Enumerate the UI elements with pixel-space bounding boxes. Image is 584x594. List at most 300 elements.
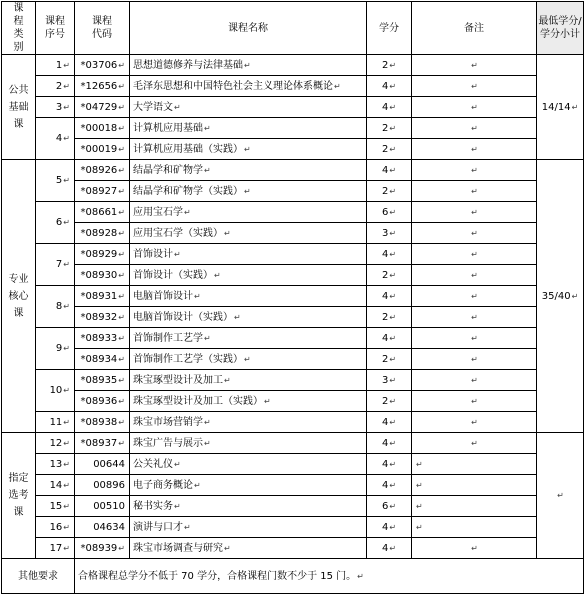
remark-cell [412,517,537,538]
course-name-cell [130,286,367,307]
course-name: 思想道德修养与法律基础 [133,59,243,71]
paragraph-mark-icon: ↵ [174,249,181,259]
course-name: 结晶学和矿物学 [133,164,203,176]
paragraph-mark-icon: ↵ [264,396,271,406]
code-value: *12656 [80,80,118,92]
credit-cell [367,475,412,496]
min-credit-value: 35/40 [541,290,571,302]
table-row [2,286,584,307]
course-name: 计算机应用基础（实践） [133,143,243,155]
paragraph-mark-icon: ↵ [389,501,397,511]
seq-cell [36,55,75,76]
paragraph-mark-icon: ↵ [389,81,397,91]
seq-cell [36,202,75,244]
footer-row [2,559,584,594]
credit-value: 2 [381,395,389,407]
paragraph-mark-icon: ↵ [571,102,579,112]
code-value: *08932 [80,311,118,323]
code-value: *08661 [80,206,118,218]
curriculum-table [1,1,584,594]
credit-cell [367,370,412,391]
course-name: 珠宝琢型设计及加工（实践） [133,395,263,407]
course-name-cell [130,76,367,97]
course-name-cell [130,538,367,559]
header-remark: 备注 [412,2,537,55]
course-name-cell [130,55,367,76]
paragraph-mark-icon: ↵ [118,396,125,406]
paragraph-mark-icon: ↵ [63,417,70,427]
code-value: *00019 [80,143,118,155]
seq-cell [36,412,75,433]
paragraph-mark-icon: ↵ [389,543,397,553]
code-cell [75,202,130,223]
paragraph-mark-icon: ↵ [174,102,181,112]
course-name: 珠宝市场营销学 [133,416,203,428]
table-header-row [2,2,584,55]
remark-cell [412,160,537,181]
remark-cell [412,97,537,118]
course-name: 珠宝广告与展示 [133,437,203,449]
code-value: *00018 [80,122,118,134]
course-name: 计算机应用基础 [133,122,203,134]
seq-value: 8 [55,301,63,312]
seq-value: 14 [49,479,63,491]
table-row [2,55,584,76]
course-name-cell [130,328,367,349]
paragraph-mark-icon: ↵ [416,459,423,469]
code-value: *08930 [80,269,118,281]
table-row [2,517,584,538]
code-cell [75,349,130,370]
paragraph-mark-icon: ↵ [389,60,397,70]
code-value: 00896 [93,479,125,491]
paragraph-mark-icon: ↵ [416,480,423,490]
paragraph-mark-icon: ↵ [63,386,70,395]
header-seq: 课程序号 [36,2,75,55]
code-value: *08934 [80,353,118,365]
credit-cell [367,286,412,307]
code-value: 04634 [93,521,125,533]
paragraph-mark-icon: ↵ [118,207,125,217]
paragraph-mark-icon: ↵ [118,291,125,301]
remark-cell [412,496,537,517]
code-value: *08931 [80,290,118,302]
paragraph-mark-icon: ↵ [63,501,70,511]
code-value: *08935 [80,374,118,386]
course-name-cell [130,517,367,538]
credit-cell [367,517,412,538]
seq-cell [36,286,75,328]
course-name: 毛泽东思想和中国特色社会主义理论体系概论 [133,80,333,92]
table-row [2,349,584,370]
paragraph-mark-icon: ↵ [389,417,397,427]
table-row [2,223,584,244]
paragraph-mark-icon: ↵ [63,134,70,143]
paragraph-mark-icon: ↵ [63,302,70,311]
paragraph-mark-icon: ↵ [471,543,478,553]
credit-cell [367,349,412,370]
seq-cell [36,475,75,496]
credit-value: 4 [381,290,389,302]
code-value: *04729 [80,101,118,113]
paragraph-mark-icon: ↵ [118,249,125,259]
paragraph-mark-icon: ↵ [214,270,221,280]
paragraph-mark-icon: ↵ [244,186,251,196]
paragraph-mark-icon: ↵ [194,480,201,490]
code-value: *08933 [80,332,118,344]
credit-cell [367,265,412,286]
code-value: *03706 [80,59,118,71]
paragraph-mark-icon: ↵ [118,186,125,196]
code-value: *08939 [80,542,118,554]
seq-cell [36,433,75,454]
paragraph-mark-icon: ↵ [389,333,397,343]
seq-cell [36,118,75,160]
paragraph-mark-icon: ↵ [118,375,125,385]
paragraph-mark-icon: ↵ [471,165,478,175]
credit-value: 2 [381,143,389,155]
seq-value: 1 [55,59,63,71]
paragraph-mark-icon: ↵ [389,165,397,175]
table-row [2,412,584,433]
paragraph-mark-icon: ↵ [63,102,70,112]
remark-cell [412,433,537,454]
course-name-cell [130,160,367,181]
code-value: 00510 [93,500,125,512]
credit-value: 2 [381,59,389,71]
code-cell [75,370,130,391]
footer-text [75,559,584,594]
credit-cell [367,118,412,139]
header-code: 课程代码 [75,2,130,55]
paragraph-mark-icon: ↵ [118,354,125,364]
course-name-cell [130,412,367,433]
seq-cell [36,517,75,538]
paragraph-mark-icon: ↵ [118,312,125,322]
course-name: 珠宝琢型设计及加工 [133,374,223,386]
course-name-cell [130,454,367,475]
paragraph-mark-icon: ↵ [204,123,211,133]
paragraph-mark-icon: ↵ [334,81,341,91]
code-cell [75,412,130,433]
table-row [2,370,584,391]
credit-value: 6 [381,500,389,512]
seq-cell [36,328,75,370]
course-name-cell [130,223,367,244]
paragraph-mark-icon: ↵ [389,459,397,469]
paragraph-mark-icon: ↵ [63,522,70,532]
seq-cell [36,538,75,559]
credit-cell [367,160,412,181]
credit-cell [367,391,412,412]
credit-value: 4 [381,479,389,491]
course-name-cell [130,181,367,202]
remark-cell [412,328,537,349]
paragraph-mark-icon: ↵ [471,207,478,217]
credit-cell [367,538,412,559]
header-min-credit: 最低学分/学分小计 [537,2,584,55]
remark-cell [412,181,537,202]
credit-value: 2 [381,122,389,134]
footer-text-content: 合格课程总学分不低于 70 学分，合格课程门数不少于 15 门。 [78,570,357,582]
seq-value: 2 [55,80,63,92]
credit-value: 4 [381,101,389,113]
paragraph-mark-icon: ↵ [471,144,478,154]
paragraph-mark-icon: ↵ [204,165,211,175]
remark-cell [412,412,537,433]
paragraph-mark-icon: ↵ [204,333,211,343]
paragraph-mark-icon: ↵ [471,312,478,322]
table-row [2,139,584,160]
credit-value: 2 [381,185,389,197]
credit-value: 4 [381,80,389,92]
course-name-cell [130,349,367,370]
course-name-cell [130,244,367,265]
seq-cell [36,160,75,202]
code-value: 00644 [93,458,125,470]
credit-cell [367,223,412,244]
credit-value: 4 [381,542,389,554]
seq-cell [36,496,75,517]
code-cell [75,76,130,97]
remark-cell [412,244,537,265]
min-credit-cell [537,160,584,433]
seq-cell [36,244,75,286]
paragraph-mark-icon: ↵ [471,102,478,112]
paragraph-mark-icon: ↵ [471,270,478,280]
paragraph-mark-icon: ↵ [389,123,397,133]
paragraph-mark-icon: ↵ [471,417,478,427]
course-name: 秘书实务 [133,500,173,512]
seq-cell [36,370,75,412]
table-row [2,496,584,517]
category-cell: 指定选考课 [2,433,36,559]
credit-value: 2 [381,311,389,323]
paragraph-mark-icon: ↵ [571,291,579,301]
seq-value: 4 [55,133,63,144]
footer-label: 其他要求 [2,559,75,594]
seq-value: 16 [49,521,63,533]
code-cell [75,118,130,139]
paragraph-mark-icon: ↵ [557,491,564,500]
paragraph-mark-icon: ↵ [234,312,241,322]
paragraph-mark-icon: ↵ [471,249,478,259]
paragraph-mark-icon: ↵ [224,543,231,553]
credit-value: 4 [381,437,389,449]
paragraph-mark-icon: ↵ [174,459,181,469]
paragraph-mark-icon: ↵ [471,438,478,448]
seq-value: 6 [55,217,63,228]
credit-value: 4 [381,458,389,470]
table-row [2,475,584,496]
paragraph-mark-icon: ↵ [389,144,397,154]
code-value: *08937 [80,437,118,449]
course-name: 公关礼仪 [133,458,173,470]
table-row [2,76,584,97]
paragraph-mark-icon: ↵ [471,333,478,343]
table-row [2,118,584,139]
course-name-cell [130,433,367,454]
course-name-cell [130,97,367,118]
code-cell [75,475,130,496]
table-row [2,433,584,454]
course-name-cell [130,307,367,328]
table-row [2,265,584,286]
paragraph-mark-icon: ↵ [63,344,70,353]
paragraph-mark-icon: ↵ [471,228,478,238]
credit-value: 3 [381,374,389,386]
paragraph-mark-icon: ↵ [244,60,251,70]
remark-cell [412,475,537,496]
paragraph-mark-icon: ↵ [389,270,397,280]
paragraph-mark-icon: ↵ [471,291,478,301]
course-name: 电子商务概论 [133,479,193,491]
course-name-cell [130,370,367,391]
credit-cell [367,328,412,349]
code-cell [75,55,130,76]
paragraph-mark-icon: ↵ [63,176,70,185]
seq-value: 12 [49,437,63,449]
seq-value: 13 [49,458,63,470]
seq-value: 3 [55,101,63,113]
paragraph-mark-icon: ↵ [63,218,70,227]
paragraph-mark-icon: ↵ [118,123,125,133]
table-row [2,244,584,265]
remark-cell [412,307,537,328]
paragraph-mark-icon: ↵ [244,354,251,364]
paragraph-mark-icon: ↵ [63,543,70,553]
credit-value: 3 [381,227,389,239]
credit-cell [367,412,412,433]
paragraph-mark-icon: ↵ [118,270,125,280]
code-cell [75,496,130,517]
category-cell: 专业核心课 [2,160,36,433]
code-cell [75,244,130,265]
min-credit-value: 14/14 [541,101,571,113]
credit-cell [367,244,412,265]
paragraph-mark-icon: ↵ [389,480,397,490]
seq-value: 9 [55,343,63,354]
credit-value: 2 [381,269,389,281]
paragraph-mark-icon: ↵ [204,438,211,448]
paragraph-mark-icon: ↵ [389,102,397,112]
credit-value: 4 [381,248,389,260]
paragraph-mark-icon: ↵ [389,438,397,448]
min-credit-cell [537,433,584,559]
credit-cell [367,55,412,76]
table-row [2,181,584,202]
code-value: *08926 [80,164,118,176]
course-name-cell [130,496,367,517]
paragraph-mark-icon: ↵ [224,375,231,385]
table-row [2,202,584,223]
seq-value: 15 [49,500,63,512]
credit-value: 4 [381,332,389,344]
remark-cell [412,202,537,223]
course-name: 结晶学和矿物学（实践） [133,185,243,197]
paragraph-mark-icon: ↵ [118,165,125,175]
remark-cell [412,370,537,391]
credit-cell [367,139,412,160]
paragraph-mark-icon: ↵ [118,333,125,343]
paragraph-mark-icon: ↵ [184,522,191,532]
course-name-cell [130,202,367,223]
course-name: 珠宝市场调查与研究 [133,542,223,554]
course-name: 应用宝石学（实践） [133,227,223,239]
paragraph-mark-icon: ↵ [389,375,397,385]
paragraph-mark-icon: ↵ [118,417,125,427]
paragraph-mark-icon: ↵ [389,396,397,406]
paragraph-mark-icon: ↵ [224,228,231,238]
code-value: *08938 [80,416,118,428]
paragraph-mark-icon: ↵ [389,312,397,322]
paragraph-mark-icon: ↵ [416,522,423,532]
credit-value: 4 [381,164,389,176]
course-name: 应用宝石学 [133,206,183,218]
paragraph-mark-icon: ↵ [63,480,70,490]
credit-cell [367,496,412,517]
credit-value: 2 [381,353,389,365]
course-name: 首饰设计 [133,248,173,260]
credit-cell [367,307,412,328]
paragraph-mark-icon: ↵ [204,417,211,427]
seq-value: 17 [49,542,63,554]
code-cell [75,307,130,328]
paragraph-mark-icon: ↵ [471,60,478,70]
course-name: 演讲与口才 [133,521,183,533]
remark-cell [412,349,537,370]
paragraph-mark-icon: ↵ [118,228,125,238]
paragraph-mark-icon: ↵ [63,260,70,269]
table-row [2,160,584,181]
header-name: 课程名称 [130,2,367,55]
credit-cell [367,181,412,202]
paragraph-mark-icon: ↵ [194,291,201,301]
paragraph-mark-icon: ↵ [471,186,478,196]
seq-value: 10 [49,385,63,396]
code-value: *08929 [80,248,118,260]
paragraph-mark-icon: ↵ [118,102,125,112]
credit-cell [367,97,412,118]
paragraph-mark-icon: ↵ [471,354,478,364]
credit-value: 4 [381,416,389,428]
code-cell [75,97,130,118]
remark-cell [412,118,537,139]
remark-cell [412,286,537,307]
course-name: 首饰制作工艺学 [133,332,203,344]
credit-cell [367,76,412,97]
credit-cell [367,454,412,475]
remark-cell [412,391,537,412]
seq-value: 7 [55,259,63,270]
remark-cell [412,139,537,160]
code-cell [75,265,130,286]
paragraph-mark-icon: ↵ [184,207,191,217]
paragraph-mark-icon: ↵ [63,60,70,70]
remark-cell [412,223,537,244]
credit-value: 6 [381,206,389,218]
paragraph-mark-icon: ↵ [118,144,125,154]
code-value: *08936 [80,395,118,407]
paragraph-mark-icon: ↵ [471,123,478,133]
paragraph-mark-icon: ↵ [389,186,397,196]
course-name: 首饰制作工艺学（实践） [133,353,243,365]
paragraph-mark-icon: ↵ [63,459,70,469]
paragraph-mark-icon: ↵ [244,144,251,154]
paragraph-mark-icon: ↵ [118,81,125,91]
course-name: 大学语文 [133,101,173,113]
remark-cell [412,265,537,286]
